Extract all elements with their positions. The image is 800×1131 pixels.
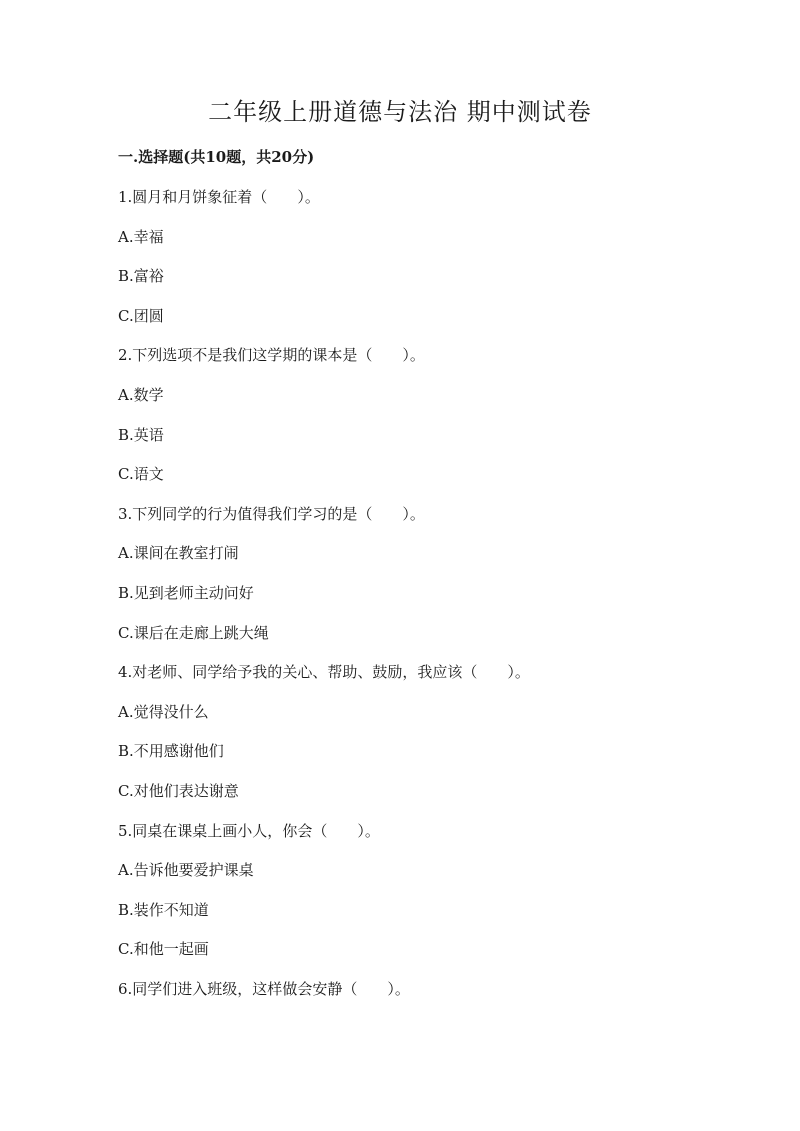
option: C.团圆	[118, 306, 164, 325]
option: C.语文	[118, 465, 164, 484]
option: B.英语	[118, 425, 164, 444]
option: C.和他一起画	[118, 940, 209, 959]
option: C.对他们表达谢意	[118, 781, 239, 800]
option: A.觉得没什么	[118, 702, 209, 721]
option: A.课间在教室打闹	[118, 544, 239, 563]
exam-title: 二年级上册道德与法治 期中测试卷	[208, 98, 592, 126]
question-list	[118, 185, 718, 1016]
option: B.见到老师主动问好	[118, 583, 254, 602]
question-stem: 2.下列选项不是我们这学期的课本是（ ）。	[118, 346, 425, 365]
question-stem: 4.对老师、同学给予我的关心、帮助、鼓励，我应该（ ）。	[118, 663, 530, 682]
option: A.幸福	[118, 227, 164, 246]
option: A.告诉他要爱护课桌	[118, 861, 254, 880]
section-heading: 一.选择题(共10题，共20分)	[118, 148, 315, 166]
option: B.富裕	[118, 267, 164, 286]
option: B.不用感谢他们	[118, 742, 224, 761]
question-stem: 3.下列同学的行为值得我们学习的是（ ）。	[118, 504, 425, 523]
option: A.数学	[118, 385, 164, 404]
question-stem: 6.同学们进入班级，这样做会安静（ ）。	[118, 979, 410, 998]
question-stem: 5.同桌在课桌上画小人，你会（ ）。	[118, 821, 380, 840]
question-stem: 1.圆月和月饼象征着（ ）。	[118, 188, 320, 206]
option: C.课后在走廊上跳大绳	[118, 623, 269, 642]
option: B.装作不知道	[118, 900, 209, 919]
